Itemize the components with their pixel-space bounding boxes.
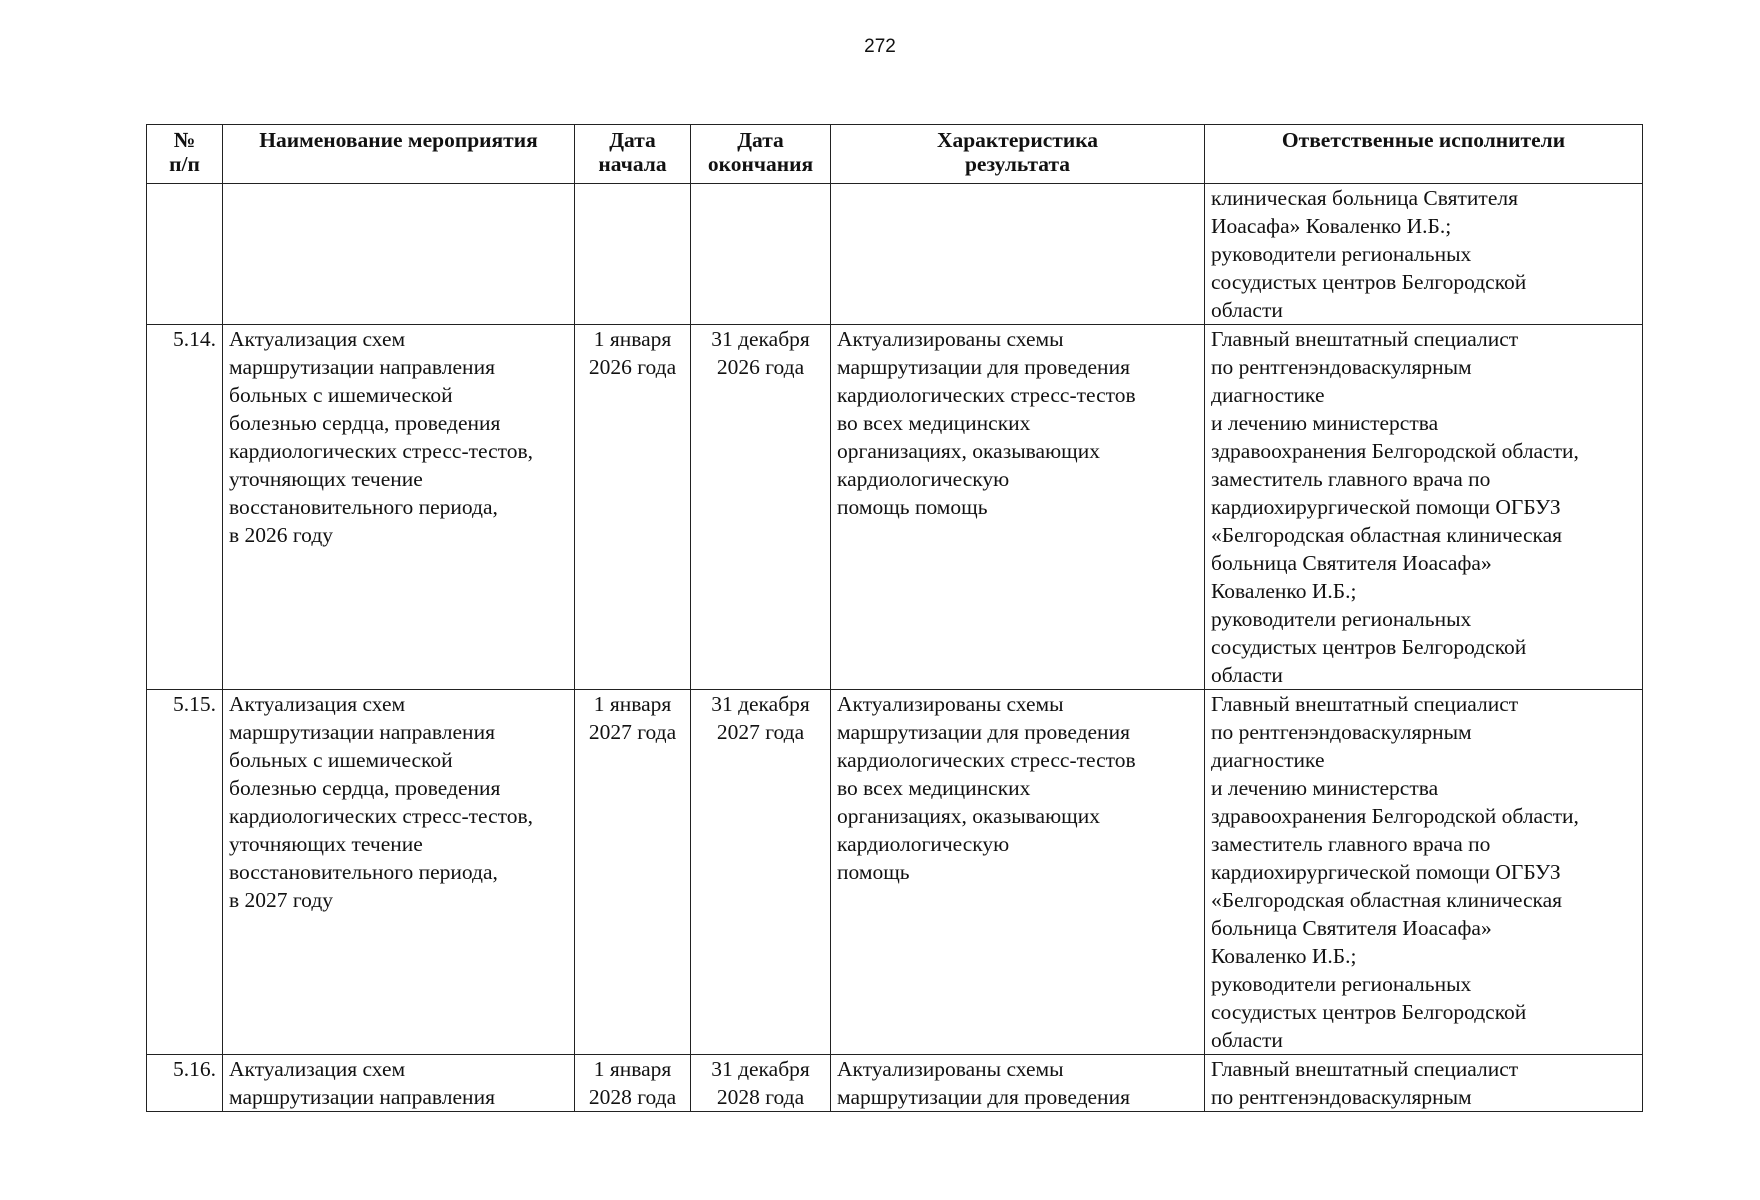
cell-number: 5.14. [147, 325, 223, 690]
cell-event-name [223, 325, 575, 690]
header-number [147, 125, 223, 184]
text-line: Актуализация схем [229, 1057, 406, 1081]
cell-result [831, 1055, 1205, 1112]
text-line: 1 января [593, 327, 672, 351]
text-line: Главный внештатный специалист [1211, 692, 1519, 716]
text-line: Дата [609, 128, 656, 152]
text-line: Актуализация схем [229, 692, 406, 716]
cell-start-date [575, 325, 691, 690]
text-line: 2026 года [588, 355, 677, 379]
text-line: кардиологическую [837, 832, 1010, 856]
text-line: Актуализированы схемы [837, 327, 1064, 351]
text-line: Главный внештатный специалист [1211, 327, 1519, 351]
cell-responsible [1205, 184, 1643, 325]
cell-empty [575, 184, 691, 325]
text-line: маршрутизации направления [229, 1085, 495, 1109]
text-line: восстановительного периода, [229, 860, 498, 884]
text-line: восстановительного периода, [229, 495, 498, 519]
text-line: маршрутизации для проведения [837, 355, 1130, 379]
cell-empty [691, 184, 831, 325]
text-line: кардиологическую [837, 467, 1010, 491]
text-line: руководители региональных [1211, 607, 1472, 631]
text-line: области [1211, 298, 1283, 322]
text-line: организациях, оказывающих [837, 439, 1100, 463]
cell-responsible [1205, 1055, 1643, 1112]
text-line: болезнью сердца, проведения [229, 776, 501, 800]
text-line: организациях, оказывающих [837, 804, 1100, 828]
text-line: сосудистых центров Белгородской [1211, 1000, 1527, 1024]
text-line: по рентгенэндоваскулярным [1211, 355, 1472, 379]
text-line: заместитель главного врача по [1211, 832, 1491, 856]
cell-responsible [1205, 690, 1643, 1055]
text-line: маршрутизации для проведения [837, 720, 1130, 744]
text-line: кардиохирургической помощи ОГБУЗ [1211, 495, 1561, 519]
text-line: 1 января [593, 1057, 672, 1081]
header-start-date [575, 125, 691, 184]
cell-event-name [223, 1055, 575, 1112]
text-line: диагностике [1211, 748, 1325, 772]
cell-start-date [575, 690, 691, 1055]
text-line: Характеристика [936, 128, 1099, 152]
text-line: помощь [837, 860, 910, 884]
text-line: Ответственные исполнители [1281, 128, 1566, 152]
text-line: кардиологических стресс-тестов [837, 748, 1136, 772]
text-line: диагностике [1211, 383, 1325, 407]
text-line: клиническая больница Святителя [1211, 186, 1518, 210]
text-line: уточняющих течение [229, 832, 423, 856]
text-line: по рентгенэндоваскулярным [1211, 1085, 1472, 1109]
table-row-continuation [147, 184, 1643, 325]
text-line: окончания [707, 152, 814, 176]
cell-end-date [691, 325, 831, 690]
text-line: 2027 года [588, 720, 677, 744]
cell-event-name [223, 690, 575, 1055]
text-line: 2027 года [716, 720, 805, 744]
text-line: кардиохирургической помощи ОГБУЗ [1211, 860, 1561, 884]
text-line: 31 декабря [711, 327, 810, 351]
table-row [147, 1055, 1643, 1112]
cell-end-date [691, 1055, 831, 1112]
text-line: № [173, 128, 196, 152]
text-line: маршрутизации направления [229, 720, 495, 744]
text-line: Иоасафа» Коваленко И.Б.; [1211, 214, 1452, 238]
text-line: «Белгородская областная клиническая [1211, 888, 1563, 912]
text-line: Актуализированы схемы [837, 692, 1064, 716]
text-line: больница Святителя Иоасафа» [1211, 916, 1492, 940]
text-line: Актуализация схем [229, 327, 406, 351]
text-line: в 2027 году [229, 888, 334, 912]
text-line: начала [598, 152, 667, 176]
text-line: 1 января [593, 692, 672, 716]
cell-empty [831, 184, 1205, 325]
header-result [831, 125, 1205, 184]
table-row [147, 690, 1643, 1055]
text-line: сосудистых центров Белгородской [1211, 635, 1527, 659]
text-line: в 2026 году [229, 523, 334, 547]
cell-empty [147, 184, 223, 325]
text-line: Наименование мероприятия [259, 128, 538, 152]
text-line: 31 декабря [711, 1057, 810, 1081]
text-line: здравоохранения Белгородской области, [1211, 804, 1579, 828]
text-line: кардиологических стресс-тестов [837, 383, 1136, 407]
text-line: Главный внештатный специалист [1211, 1057, 1519, 1081]
text-line: здравоохранения Белгородской области, [1211, 439, 1579, 463]
text-line: во всех медицинских [837, 411, 1031, 435]
text-line: маршрутизации направления [229, 355, 495, 379]
text-line: 2026 года [716, 355, 805, 379]
cell-number: 5.15. [147, 690, 223, 1055]
text-line: результата [964, 152, 1071, 176]
text-line: сосудистых центров Белгородской [1211, 270, 1527, 294]
text-line: во всех медицинских [837, 776, 1031, 800]
header-responsible [1205, 125, 1643, 184]
text-line: Актуализированы схемы [837, 1057, 1064, 1081]
text-line: руководители региональных [1211, 972, 1472, 996]
text-line: больных с ишемической [229, 383, 453, 407]
cell-start-date [575, 1055, 691, 1112]
text-line: области [1211, 663, 1283, 687]
events-table [146, 124, 1643, 1112]
text-line: Коваленко И.Б.; [1211, 579, 1357, 603]
cell-empty [223, 184, 575, 325]
text-line: кардиологических стресс-тестов, [229, 439, 534, 463]
cell-number: 5.16. [147, 1055, 223, 1112]
text-line: заместитель главного врача по [1211, 467, 1491, 491]
text-line: Дата [737, 128, 784, 152]
cell-responsible [1205, 325, 1643, 690]
cell-end-date [691, 690, 831, 1055]
table-row [147, 325, 1643, 690]
text-line: п/п [169, 152, 200, 176]
text-line: кардиологических стресс-тестов, [229, 804, 534, 828]
table-header-row [147, 125, 1643, 184]
cell-result [831, 325, 1205, 690]
text-line: 2028 года [716, 1085, 805, 1109]
text-line: маршрутизации для проведения [837, 1085, 1130, 1109]
text-line: «Белгородская областная клиническая [1211, 523, 1563, 547]
page-number: 272 [864, 36, 896, 57]
text-line: 31 декабря [711, 692, 810, 716]
text-line: Коваленко И.Б.; [1211, 944, 1357, 968]
text-line: больных с ишемической [229, 748, 453, 772]
header-end-date [691, 125, 831, 184]
text-line: и лечению министерства [1211, 411, 1439, 435]
text-line: уточняющих течение [229, 467, 423, 491]
text-line: области [1211, 1028, 1283, 1052]
text-line: болезнью сердца, проведения [229, 411, 501, 435]
text-line: по рентгенэндоваскулярным [1211, 720, 1472, 744]
text-line: помощь помощь [837, 495, 988, 519]
text-line: и лечению министерства [1211, 776, 1439, 800]
text-line: руководители региональных [1211, 242, 1472, 266]
text-line: 2028 года [588, 1085, 677, 1109]
cell-result [831, 690, 1205, 1055]
header-event-name [223, 125, 575, 184]
text-line: больница Святителя Иоасафа» [1211, 551, 1492, 575]
